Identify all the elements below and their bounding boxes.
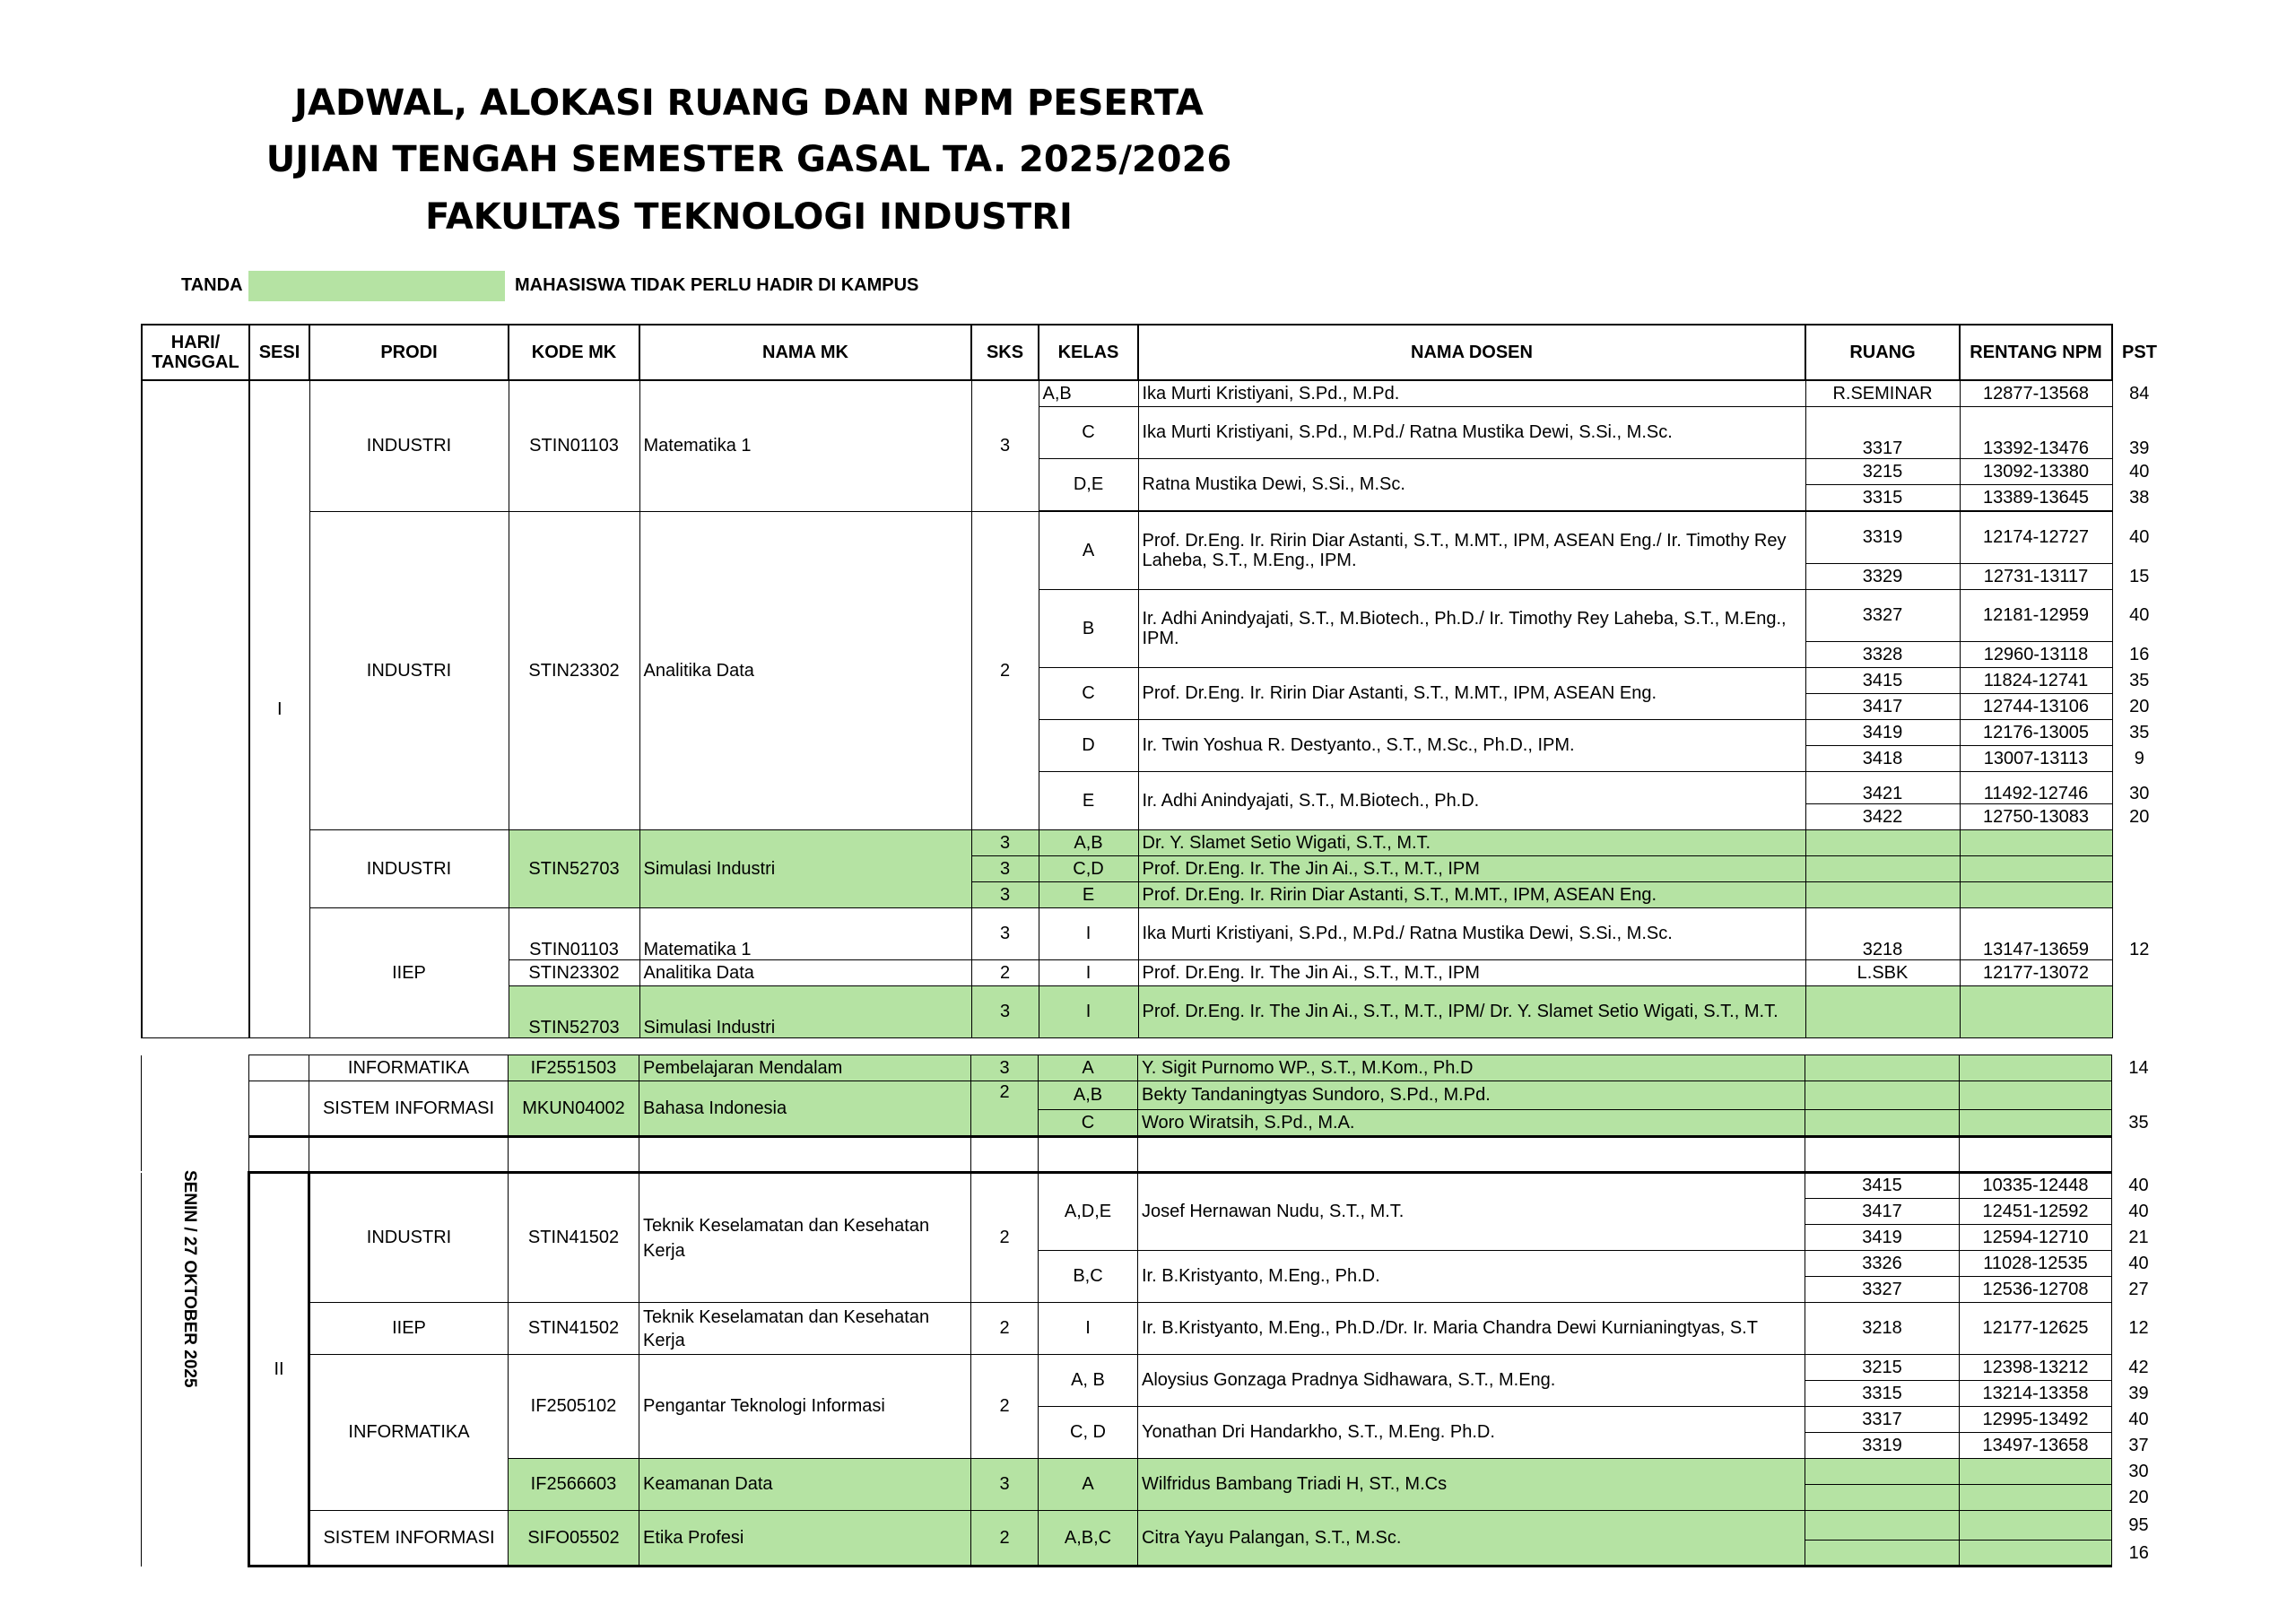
kelas-cell: D,E [1039,458,1138,510]
prodi-cell: INDUSTRI [309,380,509,511]
ruang-cell [1805,1511,1960,1541]
ruang-cell: 3415 [1805,667,1960,693]
npm-cell: 13007-13113 [1960,745,2112,771]
sks-cell: 3 [971,855,1039,881]
npm-cell [1960,1541,2112,1567]
ruang-cell: 3419 [1805,1225,1960,1251]
kelas-cell: C [1039,667,1138,719]
ruang-cell: 3215 [1805,1355,1960,1381]
kelas-cell: A,D,E [1039,1173,1138,1251]
header-npm: RENTANG NPM [1960,325,2112,380]
kode-cell: STIN01103 [509,380,639,511]
pst-cell: 40 [2129,605,2150,625]
table-row [142,907,2166,959]
gap-cell [309,1137,509,1171]
pst-cell: 14 [2128,1057,2149,1078]
npm-cell [1960,1485,2112,1511]
sks-cell: 3 [971,881,1039,907]
dosen-cell: Ir. B.Kristyanto, M.Eng., Ph.D./Dr. Ir. Maria Chandra Dewi Kurnianingtyas, S.T [1138,1303,1805,1355]
ruang-cell [1805,1055,1960,1081]
pst-cell: 30 [2129,784,2150,803]
pst-cell: 9 [2134,748,2144,768]
prodi-cell: INFORMATIKA [309,1355,509,1511]
pst-cell [2112,959,2166,985]
pst-cell: 21 [2128,1227,2149,1247]
ruang-cell: 3317 [1805,1407,1960,1433]
table-row [142,1055,2166,1081]
npm-cell: 12594-12710 [1960,1225,2112,1251]
kelas-cell: A [1039,1055,1138,1081]
pst-cell: 40 [2129,461,2150,482]
sks-cell: 2 [971,1303,1039,1355]
kelas-cell: A [1039,1459,1138,1511]
pst-cell: 35 [2129,670,2150,690]
table-row [142,511,2166,563]
ruang-cell [1805,829,1960,855]
sks-cell: 2 [971,1511,1039,1567]
dosen-cell: Ika Murti Kristiyani, S.Pd., M.Pd. [1138,380,1805,406]
npm-cell: 11824-12741 [1960,667,2112,693]
mk-cell: Simulasi Industri [639,829,971,907]
prodi-cell: IIEP [309,1303,509,1355]
schedule-table-session-2 [141,1171,2166,1567]
pst-cell: 15 [2129,566,2150,586]
ruang-cell: 3421 [1805,771,1960,803]
mk-cell: Teknik Keselamatan dan Kesehatan Kerja [639,1303,971,1355]
npm-cell: 13214-13358 [1960,1381,2112,1407]
kelas-cell: C [1039,406,1138,458]
kode-cell: IF2551503 [509,1055,639,1081]
kelas-cell: A,B [1039,1081,1138,1110]
mk-cell: Matematika 1 [639,380,971,511]
pst-cell: 38 [2129,487,2150,508]
header-sesi: SESI [249,325,309,380]
kelas-cell: B [1039,589,1138,667]
schedule-table [141,324,2166,1038]
npm-cell: 12176-13005 [1960,719,2112,745]
gap-cell [2112,1137,2166,1171]
header-nama-mk: NAMA MK [639,325,971,380]
pst-cell [2112,855,2166,881]
dosen-cell: Prof. Dr.Eng. Ir. The Jin Ai., S.T., M.T., IPM/ Dr. Y. Slamet Setio Wigati, S.T., M.T. [1138,985,1805,1037]
table-row [142,1173,2166,1199]
sks-cell: 2 [971,511,1039,829]
npm-cell: 13389-13645 [1960,484,2112,510]
npm-cell: 13392-13476 [1960,406,2112,458]
kelas-cell: B,C [1039,1251,1138,1303]
sks-cell: 2 [971,1355,1039,1459]
header-kelas: KELAS [1039,325,1138,380]
sks-cell: 3 [971,907,1039,959]
mk-cell: Pembelajaran Mendalam [639,1055,971,1081]
ruang-cell: 3319 [1805,1433,1960,1459]
pst-cell: 20 [2129,696,2150,716]
ruang-cell: 3329 [1805,563,1960,589]
sks-cell: 3 [971,1055,1039,1081]
pst-cell: 40 [2129,527,2150,547]
table-row [142,1511,2166,1541]
kelas-cell: C,D [1039,855,1138,881]
npm-cell: 12731-13117 [1960,563,2112,589]
dosen-cell: Ika Murti Kristiyani, S.Pd., M.Pd./ Ratna Mustika Dewi, S.Si., M.Sc. [1138,907,1805,959]
dosen-cell: Ir. Adhi Anindyajati, S.T., M.Biotech., Ph.D. [1138,771,1805,829]
table-row [142,1081,2166,1110]
dosen-cell: Y. Sigit Purnomo WP., S.T., M.Kom., Ph.D [1138,1055,1805,1081]
title-line-2: UJIAN TENGAH SEMESTER GASAL TA. 2025/2026 [265,139,1232,180]
npm-cell: 11028-12535 [1960,1251,2112,1277]
sks-cell: 2 [971,959,1039,985]
mk-cell: Matematika 1 [639,907,971,959]
npm-cell [1960,855,2112,881]
gap-cell [639,1137,971,1171]
dosen-cell: Ir. Adhi Anindyajati, S.T., M.Biotech., Ph.D./ Ir. Timothy Rey Laheba, S.T., M.Eng., IPM. [1138,589,1805,667]
dosen-cell: Wilfridus Bambang Triadi H, ST., M.Cs [1138,1459,1805,1511]
ruang-cell: 3317 [1805,406,1960,458]
kelas-cell: E [1039,881,1138,907]
ruang-cell: 3418 [1805,745,1960,771]
legend-swatch [248,271,505,301]
ruang-cell: L.SBK [1805,959,1960,985]
npm-cell: 12398-13212 [1960,1355,2112,1381]
pst-cell [2112,1081,2166,1110]
kode-cell: IF2566603 [509,1459,639,1511]
kode-cell: STIN01103 [509,907,639,959]
header-row [142,325,2166,380]
ruang-cell: 3328 [1805,641,1960,667]
pst-cell: 40 [2128,1175,2149,1195]
kode-cell: STIN23302 [509,511,639,829]
session-spacer [249,1055,309,1081]
header-hari: HARI/ TANGGAL [142,325,249,380]
prodi-cell: INFORMATIKA [309,1055,509,1081]
npm-cell: 12177-13072 [1960,959,2112,985]
ruang-cell [1805,1485,1960,1511]
title-line-1: JADWAL, ALOKASI RUANG DAN NPM PESERTA [294,82,1204,124]
npm-cell [1960,829,2112,855]
npm-cell: 13497-13658 [1960,1433,2112,1459]
dosen-cell: Yonathan Dri Handarkho, S.T., M.Eng. Ph.D. [1138,1407,1805,1459]
mk-cell: Simulasi Industri [639,985,971,1037]
npm-cell [1960,881,2112,907]
prodi-cell: IIEP [309,907,509,1037]
mk-cell: Teknik Keselamatan dan Kesehatan Kerja [639,1173,971,1303]
kelas-cell: I [1039,907,1138,959]
pst-cell: 35 [2129,722,2150,742]
dosen-cell: Prof. Dr.Eng. Ir. Ririn Diar Astanti, S.T., M.MT., IPM, ASEAN Eng./ Ir. Timothy Rey Laheba, S.T., M.Eng., IPM. [1138,511,1805,589]
ruang-cell [1805,881,1960,907]
ruang-cell [1805,985,1960,1037]
ruang-cell: 3417 [1805,1199,1960,1225]
dosen-cell: Citra Yayu Palangan, S.T., M.Sc. [1138,1511,1805,1567]
ruang-cell: 3218 [1805,1303,1960,1355]
kelas-cell: I [1039,959,1138,985]
ruang-cell [1805,1541,1960,1567]
session-cell: I [249,380,309,1037]
sks-cell: 2 [971,1081,1039,1137]
pst-cell [2112,985,2166,1037]
header-ruang: RUANG [1805,325,1960,380]
sks-cell: 3 [971,380,1039,511]
pst-cell [2112,881,2166,907]
npm-cell: 11492-12746 [1960,771,2112,803]
ruang-cell [1805,1459,1960,1485]
pst-cell: 20 [2128,1487,2149,1507]
mk-cell: Etika Profesi [639,1511,971,1567]
dosen-cell: Ir. B.Kristyanto, M.Eng., Ph.D. [1138,1251,1805,1303]
legend-prefix: TANDA [181,275,243,295]
pst-cell: 40 [2128,1253,2149,1273]
dosen-cell: Dr. Y. Slamet Setio Wigati, S.T., M.T. [1138,829,1805,855]
kelas-cell: A,B [1039,829,1138,855]
session-spacer [249,1081,309,1137]
ruang-cell: 3422 [1805,803,1960,829]
pst-cell: 42 [2128,1357,2149,1377]
header-dosen: NAMA DOSEN [1138,325,1805,380]
kode-cell: STIN52703 [509,985,639,1037]
kelas-cell: D [1039,719,1138,771]
day-spacer [142,1137,249,1171]
npm-cell [1960,1511,2112,1541]
ruang-cell: 3327 [1805,1277,1960,1303]
pst-cell: 40 [2128,1409,2149,1429]
kode-cell: STIN41502 [509,1303,639,1355]
prodi-cell: INDUSTRI [309,511,509,829]
dosen-cell: Josef Hernawan Nudu, S.T., M.T. [1138,1173,1805,1251]
pst-cell: 12 [2129,940,2150,959]
npm-cell: 12744-13106 [1960,693,2112,719]
pst-cell: 12 [2128,1318,2149,1338]
day-spacer [142,1081,249,1137]
kode-cell: MKUN04002 [509,1081,639,1137]
kode-cell: IF2505102 [509,1355,639,1459]
pst-cell: 35 [2128,1113,2149,1133]
ruang-cell: 3315 [1805,1381,1960,1407]
day-spacer [142,1055,249,1081]
pst-cell: 20 [2129,806,2150,827]
header-sks: SKS [971,325,1039,380]
kode-cell: STIN41502 [509,1173,639,1303]
sks-cell: 3 [971,985,1039,1037]
gap-cell [509,1137,639,1171]
prodi-cell: INDUSTRI [309,829,509,907]
npm-cell: 12451-12592 [1960,1199,2112,1225]
pst-cell: 30 [2128,1461,2149,1481]
dosen-cell: Aloysius Gonzaga Pradnya Sidhawara, S.T., M.Eng. [1138,1355,1805,1407]
npm-cell [1960,985,2112,1037]
sks-cell: 3 [971,829,1039,855]
header-prodi: PRODI [309,325,509,380]
kode-cell: SIFO05502 [509,1511,639,1567]
gap-cell [1039,1137,1138,1171]
dosen-cell: Prof. Dr.Eng. Ir. Ririn Diar Astanti, S.T., M.MT., IPM, ASEAN Eng. [1138,881,1805,907]
mk-cell: Keamanan Data [639,1459,971,1511]
ruang-cell: 3315 [1805,484,1960,510]
ruang-cell [1805,1081,1960,1110]
npm-cell: 10335-12448 [1960,1173,2112,1199]
mk-cell: Bahasa Indonesia [639,1081,971,1137]
mk-cell: Analitika Data [639,511,971,829]
ruang-cell: R.SEMINAR [1805,380,1960,406]
sks-cell: 3 [971,1459,1039,1511]
ruang-cell: 3218 [1805,907,1960,959]
pst-cell: 39 [2129,438,2150,458]
pst-cell: 16 [2128,1542,2149,1563]
kode-cell: STIN23302 [509,959,639,985]
table-row [142,829,2166,855]
ruang-cell: 3417 [1805,693,1960,719]
npm-cell [1960,1459,2112,1485]
ruang-cell: 3326 [1805,1251,1960,1277]
kelas-cell: C [1039,1110,1138,1137]
kelas-cell: C, D [1039,1407,1138,1459]
npm-cell: 13092-13380 [1960,458,2112,484]
ruang-cell: 3415 [1805,1173,1960,1199]
mk-cell: Pengantar Teknologi Informasi [639,1355,971,1459]
ruang-cell: 3215 [1805,458,1960,484]
session-cell: II [249,1173,309,1567]
ruang-cell: 3327 [1805,589,1960,641]
npm-cell: 12750-13083 [1960,803,2112,829]
gap-cell [1138,1137,1805,1171]
kelas-cell: A,B,C [1039,1511,1138,1567]
title-line-3: FAKULTAS TEKNOLOGI INDUSTRI [425,196,1073,238]
gap-cell [1960,1137,2112,1171]
npm-cell: 12181-12959 [1960,589,2112,641]
pst-cell: 27 [2128,1279,2149,1299]
day-cell [142,380,249,1037]
ruang-cell: 3319 [1805,511,1960,563]
ruang-cell: 3419 [1805,719,1960,745]
npm-cell [1960,1081,2112,1110]
dosen-cell: Bekty Tandaningtyas Sundoro, S.Pd., M.Pd. [1138,1081,1805,1110]
schedule-table-part-2 [141,1055,2166,1171]
gap-cell [1805,1137,1960,1171]
ruang-cell [1805,1110,1960,1137]
dosen-cell: Prof. Dr.Eng. Ir. Ririn Diar Astanti, S.T., M.MT., IPM, ASEAN Eng. [1138,667,1805,719]
npm-cell: 12877-13568 [1960,380,2112,406]
pst-cell: 37 [2128,1435,2149,1455]
dosen-cell: Woro Wiratsih, S.Pd., M.A. [1138,1110,1805,1137]
ruang-cell [1805,855,1960,881]
pst-cell: 39 [2128,1383,2149,1403]
dosen-cell: Prof. Dr.Eng. Ir. The Jin Ai., S.T., M.T., IPM [1138,959,1805,985]
npm-cell: 12177-12625 [1960,1303,2112,1355]
pst-cell: 40 [2128,1201,2149,1221]
prodi-cell: SISTEM INFORMASI [309,1511,509,1567]
gap-cell [971,1137,1039,1171]
pst-cell: 84 [2129,383,2150,404]
npm-cell: 12174-12727 [1960,511,2112,563]
kelas-cell: A,B [1039,380,1138,406]
header-pst: PST [2122,343,2157,362]
kelas-cell: A [1039,511,1138,589]
prodi-cell: SISTEM INFORMASI [309,1081,509,1137]
gap-row [142,1137,2166,1171]
pst-cell: 95 [2128,1515,2149,1535]
npm-cell [1960,1110,2112,1137]
kelas-cell: I [1039,1303,1138,1355]
gap-cell [249,1137,309,1171]
pst-cell: 16 [2129,644,2150,664]
dosen-cell: Prof. Dr.Eng. Ir. The Jin Ai., S.T., M.T., IPM [1138,855,1805,881]
pst-cell [2112,829,2166,855]
npm-cell: 12995-13492 [1960,1407,2112,1433]
npm-cell: 13147-13659 [1960,907,2112,959]
legend-text: MAHASISWA TIDAK PERLU HADIR DI KAMPUS [515,275,919,295]
dosen-cell: Ratna Mustika Dewi, S.Si., M.Sc. [1138,458,1805,510]
kode-cell: STIN52703 [509,829,639,907]
kelas-cell: I [1039,985,1138,1037]
dosen-cell: Ir. Twin Yoshua R. Destyanto., S.T., M.Sc., Ph.D., IPM. [1138,719,1805,771]
kelas-cell: A, B [1039,1355,1138,1407]
mk-cell: Analitika Data [639,959,971,985]
dosen-cell: Ika Murti Kristiyani, S.Pd., M.Pd./ Ratna Mustika Dewi, S.Si., M.Sc. [1138,406,1805,458]
prodi-cell: INDUSTRI [309,1173,509,1303]
npm-cell: 12960-13118 [1960,641,2112,667]
sks-cell: 2 [971,1173,1039,1303]
npm-cell [1960,1055,2112,1081]
header-kode: KODE MK [509,325,639,380]
day-label-rotated: SENIN / 27 OKTOBER 2025 [180,1170,199,1388]
kelas-cell: E [1039,771,1138,829]
table-row [142,1355,2166,1381]
table-row [142,380,2166,406]
table-row [142,1303,2166,1355]
npm-cell: 12536-12708 [1960,1277,2112,1303]
